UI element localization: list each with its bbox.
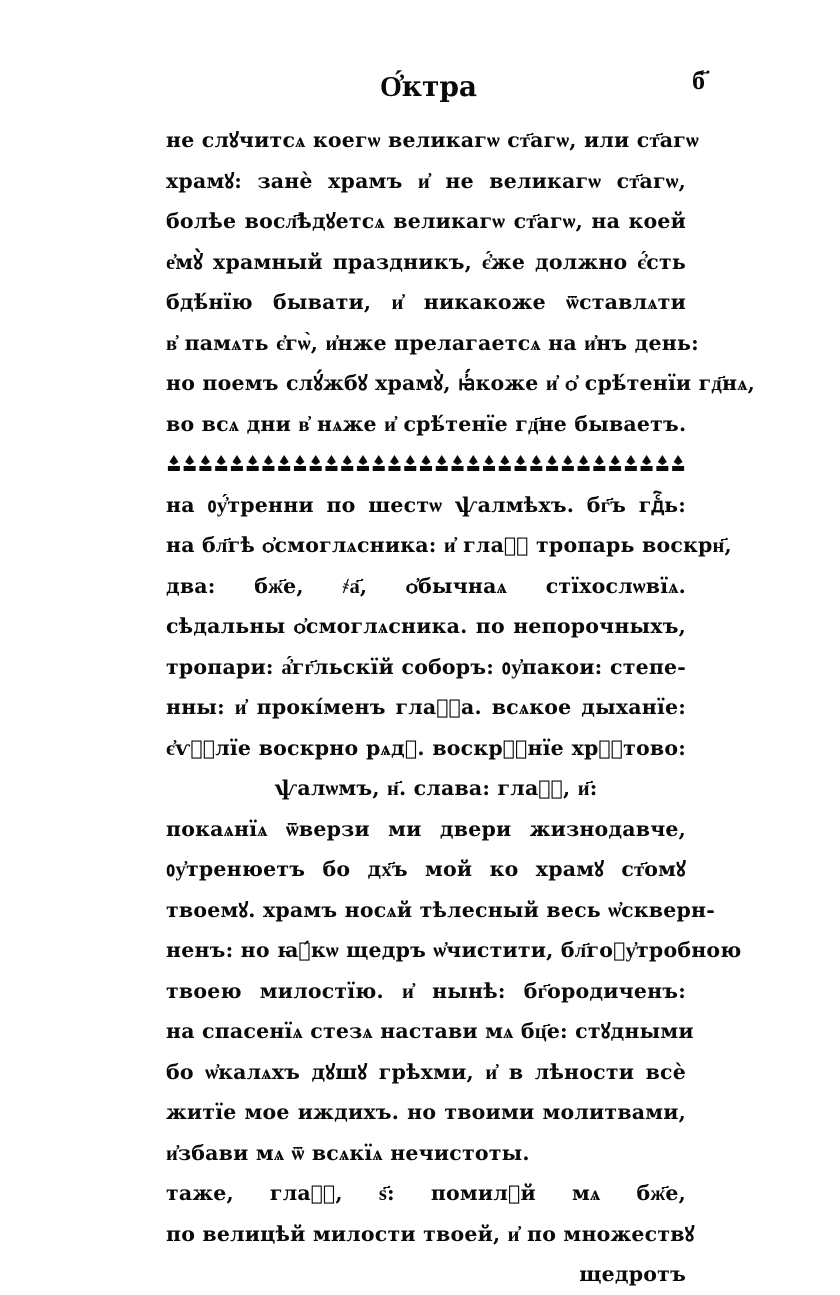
- ornament-glyph: [247, 455, 259, 471]
- ornament-glyph: [609, 455, 621, 471]
- ornament-glyph: [562, 455, 574, 471]
- text-line: по велицѣй милости твоей, и҆ по множествꙋ: [166, 1221, 695, 1246]
- text-line: тропари: а҆́гг҃льскїй соборъ: ᲂу҆пакои: степе-: [166, 654, 686, 679]
- text-line: житїе мое иждихъ. но твоими молитвами,: [166, 1100, 686, 1124]
- text-line: покаѧнїѧ ѿверзи ми двери жизнодавче,: [166, 816, 686, 841]
- catchword: щедротъ: [579, 1262, 686, 1286]
- text-line: на ᲂу҆́тренни по шестѡ ѱалмѣхъ. бг҃ъ гдⷭ҇ь:: [166, 492, 686, 517]
- text-line: є҆ѵⷢ҇лїе воскрно рѧдꙋ. воскрⷭ҇нїе хрⷭ҇тово:: [166, 735, 686, 760]
- page-title: О҆́ктра: [380, 70, 478, 103]
- text-line: ᲂу҆тренюетъ бо дх҃ъ мой ко храмꙋ ст҃омꙋ: [166, 857, 686, 881]
- text-line: но поемъ слꙋ́жбꙋ храмꙋ̀, ꙗ҆́коже и҆ ѻ҆ срѣ́тенїи гд҃нѧ,: [166, 371, 755, 395]
- ornament-glyph: [215, 455, 227, 471]
- ornament-glyph: [467, 455, 479, 471]
- ornament-glyph: [593, 455, 605, 471]
- text-line: и҆збави мѧ ѿ всѧкїѧ нечистоты.: [166, 1140, 530, 1165]
- ornament-glyph: [530, 455, 542, 471]
- ornament-glyph: [672, 455, 684, 471]
- ornament-glyph: [578, 455, 590, 471]
- ornament-glyph: [231, 455, 243, 471]
- ornament-glyph: [499, 455, 511, 471]
- main-text-block: [166, 120, 755, 1295]
- ornament-glyph: [325, 455, 337, 471]
- text-line: болѣе восл҃ѣдꙋетсѧ великагѡ ст҃агѡ, на коей: [166, 209, 686, 233]
- ornament-glyph: [452, 455, 464, 471]
- ornament-glyph: [546, 455, 558, 471]
- ornament-glyph: [168, 455, 180, 471]
- ornament-glyph: [199, 455, 211, 471]
- ornament-glyph: [483, 455, 495, 471]
- text-line: нны: и҆ прокі́менъ глаⷭ҇а. всѧкое дыханїе:: [166, 695, 686, 719]
- text-line: не слꙋчитсѧ коегѡ великагѡ ст҃агѡ, или ст҃агѡ: [166, 128, 699, 152]
- ornament-band: [166, 453, 686, 475]
- text-line: на бл҃гѣ ѻ҆смоглѧсника: и҆ глаⷭ҇ тропарь воскрн҃,: [166, 533, 732, 557]
- text-line: ненъ: но ꙗ҆́кѡ щедръ ѡ҆чистити, бл҃гоᲂу҆тробною: [166, 938, 742, 962]
- text-line: храмꙋ: занѐ храмъ и҆ не великагѡ ст҃агѡ,: [166, 168, 686, 193]
- ornament-glyph: [294, 455, 306, 471]
- text-line: ѱалѡмъ, н҃. слава: глаⷭ҇, и҃:: [274, 776, 598, 800]
- text-line: таже, глаⷭ҇, ѕ҃: помилꙋй мѧ бж҃е,: [166, 1181, 686, 1205]
- ornament-divider: [166, 444, 686, 485]
- ornament-glyph: [625, 455, 637, 471]
- ornament-glyph: [184, 455, 196, 471]
- text-line: во всѧ дни в҆ нѧже и҆ срѣ́тенїе гд҃не бываетъ.: [166, 411, 687, 436]
- text-line: в҆ памѧть є҆гѡ̀, и҆нже прелагаетсѧ на и҆нъ день:: [166, 330, 699, 355]
- ornament-glyph: [341, 455, 353, 471]
- ornament-glyph: [656, 455, 668, 471]
- ornament-glyph: [388, 455, 400, 471]
- ornament-glyph: [262, 455, 274, 471]
- ornament-glyph: [357, 455, 369, 471]
- ornament-glyph: [310, 455, 322, 471]
- text-line: е҆мꙋ̀ храмный праздникъ, є҆́же должно є҆́сть: [166, 249, 686, 274]
- text-line: твоемꙋ. храмъ носѧй тѣлесный весь ѡ҆скверн-: [166, 897, 715, 922]
- ornament-glyph: [420, 455, 432, 471]
- ornament-glyph: [436, 455, 448, 471]
- ornament-glyph: [404, 455, 416, 471]
- ornament-glyph: [373, 455, 385, 471]
- text-line: твоею милостїю. и҆ нынѣ: бг҃ородиченъ:: [166, 978, 686, 1003]
- text-line: на спасенїѧ стезѧ настави мѧ бц҃е: стꙋдными: [166, 1019, 694, 1043]
- text-line: бо ѡ҆калѧхъ дꙋшꙋ грѣхми, и҆ в лѣности всѐ: [166, 1059, 686, 1084]
- ornament-glyph: [641, 455, 653, 471]
- ornament-glyph: [515, 455, 527, 471]
- text-line: два: бж҃е, ҂а҃, ѻ҆бычнаѧ стїхослѡвїѧ.: [166, 573, 686, 598]
- text-line: сѣдальны ѻ҆смоглѧсника. по непорочныхъ,: [166, 614, 686, 638]
- page-number: б҃: [692, 66, 705, 96]
- text-line: бдѣ́нїю бывати, и҆ никакоже ѿставлѧти: [166, 290, 686, 314]
- ornament-glyph: [278, 455, 290, 471]
